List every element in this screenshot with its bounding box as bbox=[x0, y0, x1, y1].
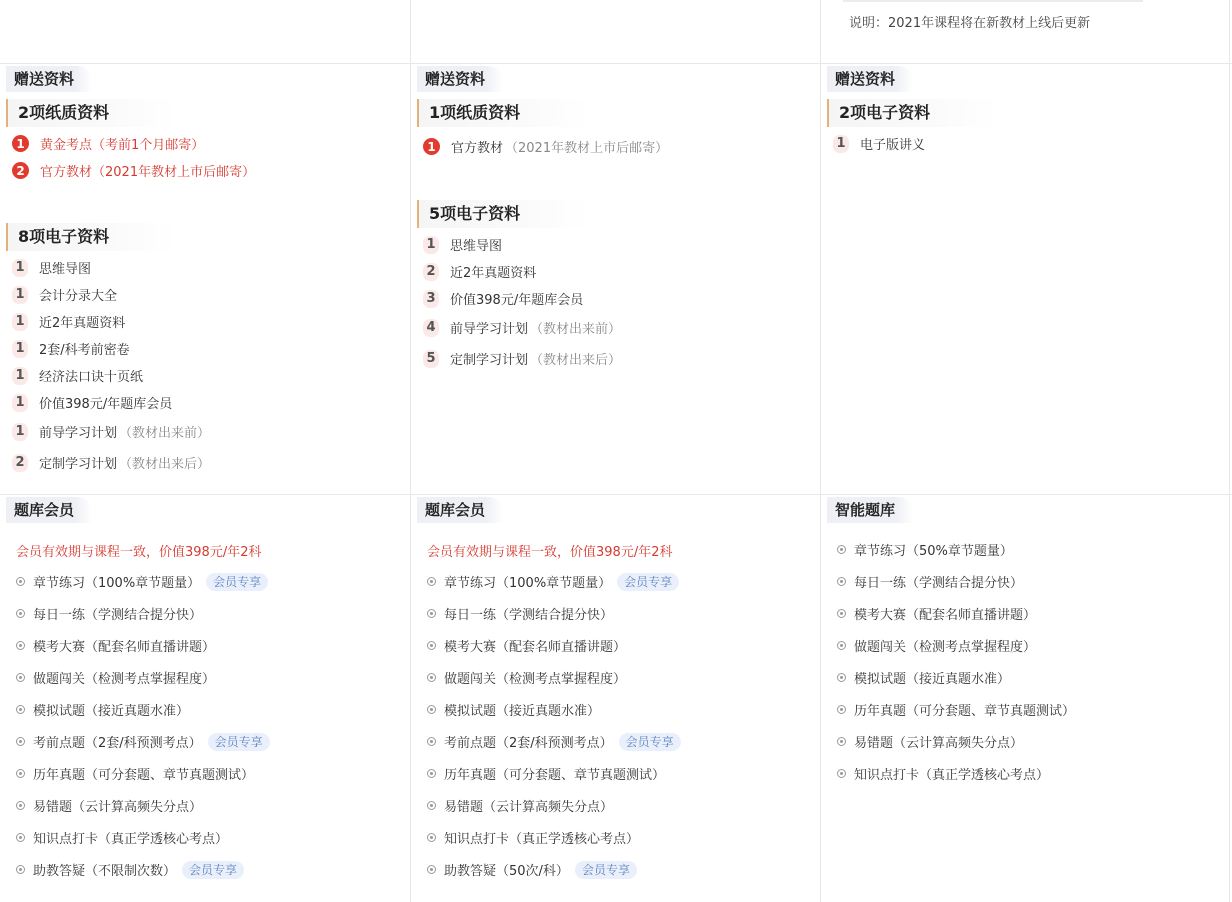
question-bank-title: 题库会员 bbox=[417, 497, 503, 523]
bullet-icon bbox=[837, 705, 846, 714]
bullet-icon bbox=[16, 577, 25, 586]
bank-feature-item bbox=[427, 796, 613, 815]
item-number-badge: 3 bbox=[423, 290, 439, 308]
item-number-badge: 1 bbox=[12, 286, 28, 304]
bank-feature-item bbox=[837, 636, 1036, 655]
bullet-icon bbox=[16, 769, 25, 778]
membership-desc: 会员有效期与课程一致，价值398元/年2科 bbox=[16, 545, 262, 560]
bank-feature-item bbox=[16, 604, 202, 623]
item-number-badge: 1 bbox=[833, 135, 849, 153]
bank-feature-item bbox=[837, 540, 1013, 559]
bullet-icon bbox=[16, 865, 25, 874]
e-materials-title: 5项电子资料 bbox=[417, 200, 587, 228]
member-exclusive-badge: 会员专享 bbox=[575, 861, 637, 879]
material-item bbox=[423, 137, 668, 156]
bank-feature-item bbox=[427, 764, 665, 783]
bullet-icon bbox=[16, 833, 25, 842]
feature-text: 模考大赛（配套名师直播讲题） bbox=[444, 640, 627, 655]
material-item bbox=[12, 258, 91, 277]
feature-text: 易错题（云计算高频失分点） bbox=[33, 800, 203, 815]
feature-text: 知识点打卡（真正学透核心考点） bbox=[854, 768, 1050, 783]
item-number-badge: 1 bbox=[423, 236, 439, 254]
item-text: 思维导图 bbox=[39, 262, 92, 277]
item-text: 定制学习计划 bbox=[39, 457, 118, 472]
e-materials-title: 8项电子资料 bbox=[6, 223, 176, 251]
gift-title: 赠送资料 bbox=[827, 66, 913, 92]
bullet-icon bbox=[16, 801, 25, 810]
smart-bank-col3 bbox=[821, 495, 1229, 902]
bullet-icon bbox=[837, 673, 846, 682]
item-text: 思维导图 bbox=[450, 239, 503, 254]
item-number-badge: 2 bbox=[423, 263, 439, 281]
item-text: 电子版讲义 bbox=[860, 138, 926, 153]
item-hint: （教材出来前） bbox=[530, 322, 622, 337]
bullet-icon bbox=[427, 865, 436, 874]
bank-feature-item bbox=[427, 860, 637, 879]
feature-text: 模拟试题（接近真题水准） bbox=[33, 704, 190, 719]
bullet-icon bbox=[837, 609, 846, 618]
question-bank-col2 bbox=[411, 495, 820, 902]
item-text: 价值398元/年题库会员 bbox=[39, 397, 173, 412]
item-number-badge: 1 bbox=[12, 423, 28, 441]
feature-text: 易错题（云计算高频失分点） bbox=[854, 736, 1024, 751]
feature-text: 章节练习（100%章节题量） bbox=[33, 576, 201, 591]
item-hint: （教材出来前） bbox=[119, 426, 211, 441]
bullet-icon bbox=[427, 769, 436, 778]
bank-feature-item bbox=[16, 636, 215, 655]
bank-feature-item bbox=[427, 732, 681, 751]
item-hint: （教材出来后） bbox=[530, 353, 622, 368]
bullet-icon bbox=[427, 641, 436, 650]
item-text: 2套/科考前密卷 bbox=[39, 343, 130, 358]
material-item bbox=[833, 134, 925, 153]
material-item bbox=[423, 289, 583, 308]
bank-feature-item bbox=[427, 668, 626, 687]
feature-text: 章节练习（50%章节题量） bbox=[854, 544, 1013, 559]
item-text: 前导学习计划 bbox=[39, 426, 118, 441]
material-item bbox=[12, 339, 130, 358]
item-text: 官方教材（2021年教材上市后邮寄） bbox=[40, 165, 256, 180]
item-text: 近2年真题资料 bbox=[450, 266, 537, 281]
item-hint: （2021年教材上市后邮寄） bbox=[505, 141, 669, 156]
feature-text: 做题闯关（检测考点掌握程度） bbox=[854, 640, 1037, 655]
material-item bbox=[12, 285, 117, 304]
feature-text: 章节练习（100%章节题量） bbox=[444, 576, 612, 591]
bank-feature-item bbox=[837, 700, 1075, 719]
bank-feature-item bbox=[16, 764, 254, 783]
bullet-icon bbox=[427, 705, 436, 714]
bullet-icon bbox=[427, 673, 436, 682]
feature-text: 助教答疑（不限制次数） bbox=[33, 864, 177, 879]
bullet-icon bbox=[16, 705, 25, 714]
bullet-icon bbox=[427, 577, 436, 586]
bank-feature-item bbox=[427, 572, 679, 591]
bank-feature-item bbox=[837, 604, 1036, 623]
member-exclusive-badge: 会员专享 bbox=[182, 861, 244, 879]
feature-text: 历年真题（可分套题、章节真题测试） bbox=[854, 704, 1076, 719]
bullet-icon bbox=[427, 609, 436, 618]
item-text: 经济法口诀十页纸 bbox=[39, 370, 144, 385]
material-item bbox=[12, 312, 125, 331]
bullet-icon bbox=[427, 833, 436, 842]
feature-text: 每日一练（学测结合提分快） bbox=[33, 608, 203, 623]
member-exclusive-badge: 会员专享 bbox=[206, 573, 268, 591]
bank-feature-item bbox=[427, 636, 626, 655]
bullet-icon bbox=[837, 577, 846, 586]
feature-text: 历年真题（可分套题、章节真题测试） bbox=[33, 768, 255, 783]
feature-text: 考前点题（2套/科预测考点） bbox=[33, 736, 202, 751]
item-text: 官方教材 bbox=[451, 141, 504, 156]
material-item bbox=[423, 262, 536, 281]
item-number-badge: 1 bbox=[423, 138, 440, 155]
feature-text: 模拟试题（接近真题水准） bbox=[444, 704, 601, 719]
paper-materials-title: 2项纸质资料 bbox=[6, 99, 176, 127]
item-text: 近2年真题资料 bbox=[39, 316, 126, 331]
gift-section-col2 bbox=[411, 64, 820, 494]
item-number-badge: 1 bbox=[12, 340, 28, 358]
bullet-icon bbox=[16, 641, 25, 650]
item-text: 会计分录大全 bbox=[39, 289, 118, 304]
bullet-icon bbox=[837, 737, 846, 746]
question-bank-col1 bbox=[0, 495, 410, 902]
bullet-icon bbox=[837, 769, 846, 778]
member-exclusive-badge: 会员专享 bbox=[619, 733, 681, 751]
material-item bbox=[423, 318, 621, 337]
gift-title: 赠送资料 bbox=[6, 66, 92, 92]
material-item bbox=[12, 161, 255, 180]
feature-text: 考前点题（2套/科预测考点） bbox=[444, 736, 613, 751]
item-number-badge: 5 bbox=[423, 350, 439, 368]
bullet-icon bbox=[427, 737, 436, 746]
feature-text: 模拟试题（接近真题水准） bbox=[854, 672, 1011, 687]
material-item bbox=[423, 235, 502, 254]
feature-text: 易错题（云计算高频失分点） bbox=[444, 800, 614, 815]
gift-section-col1 bbox=[0, 64, 410, 494]
item-text: 前导学习计划 bbox=[450, 322, 529, 337]
bank-feature-item bbox=[427, 604, 613, 623]
item-number-badge: 1 bbox=[12, 313, 28, 331]
bullet-icon bbox=[427, 801, 436, 810]
material-item bbox=[12, 422, 210, 441]
material-item bbox=[12, 366, 143, 385]
update-note: 说明：2021年课程将在新教材上线后更新 bbox=[849, 16, 1091, 31]
bullet-icon bbox=[837, 641, 846, 650]
feature-text: 助教答疑（50次/科） bbox=[444, 864, 569, 879]
item-text: 定制学习计划 bbox=[450, 353, 529, 368]
gift-section-col3 bbox=[821, 64, 1229, 494]
bank-feature-item bbox=[16, 796, 202, 815]
feature-text: 每日一练（学测结合提分快） bbox=[854, 576, 1024, 591]
feature-text: 做题闯关（检测考点掌握程度） bbox=[444, 672, 627, 687]
material-item bbox=[423, 349, 621, 368]
paper-materials-title: 1项纸质资料 bbox=[417, 99, 587, 127]
note-bar bbox=[843, 0, 1143, 2]
bank-feature-item bbox=[837, 668, 1010, 687]
item-number-badge: 2 bbox=[12, 162, 29, 179]
bank-feature-item bbox=[16, 572, 268, 591]
member-exclusive-badge: 会员专享 bbox=[208, 733, 270, 751]
item-text: 黄金考点（考前1个月邮寄） bbox=[40, 138, 205, 153]
bank-feature-item bbox=[837, 732, 1023, 751]
bank-feature-item bbox=[16, 668, 215, 687]
feature-text: 知识点打卡（真正学透核心考点） bbox=[444, 832, 640, 847]
bank-feature-item bbox=[16, 860, 244, 879]
smart-bank-title: 智能题库 bbox=[827, 497, 913, 523]
feature-text: 模考大赛（配套名师直播讲题） bbox=[33, 640, 216, 655]
membership-desc: 会员有效期与课程一致，价值398元/年2科 bbox=[427, 545, 673, 560]
feature-text: 历年真题（可分套题、章节真题测试） bbox=[444, 768, 666, 783]
bank-feature-item bbox=[16, 732, 270, 751]
bullet-icon bbox=[837, 545, 846, 554]
feature-text: 模考大赛（配套名师直播讲题） bbox=[854, 608, 1037, 623]
bank-feature-item bbox=[837, 764, 1049, 783]
item-number-badge: 1 bbox=[12, 367, 28, 385]
item-number-badge: 1 bbox=[12, 394, 28, 412]
feature-text: 做题闯关（检测考点掌握程度） bbox=[33, 672, 216, 687]
item-hint: （教材出来后） bbox=[119, 457, 211, 472]
bank-feature-item bbox=[427, 700, 600, 719]
item-number-badge: 2 bbox=[12, 454, 28, 472]
e-materials-title: 2项电子资料 bbox=[827, 99, 997, 127]
bank-feature-item bbox=[427, 828, 639, 847]
material-item bbox=[12, 453, 210, 472]
item-number-badge: 4 bbox=[423, 319, 439, 337]
column-divider bbox=[1229, 0, 1230, 902]
item-number-badge: 1 bbox=[12, 259, 28, 277]
feature-text: 每日一练（学测结合提分快） bbox=[444, 608, 614, 623]
feature-text: 知识点打卡（真正学透核心考点） bbox=[33, 832, 229, 847]
member-exclusive-badge: 会员专享 bbox=[617, 573, 679, 591]
gift-title: 赠送资料 bbox=[417, 66, 503, 92]
material-item bbox=[12, 134, 204, 153]
bank-feature-item bbox=[837, 572, 1023, 591]
bank-feature-item bbox=[16, 700, 189, 719]
bank-feature-item bbox=[16, 828, 228, 847]
item-text: 价值398元/年题库会员 bbox=[450, 293, 584, 308]
material-item bbox=[12, 393, 172, 412]
bullet-icon bbox=[16, 673, 25, 682]
item-number-badge: 1 bbox=[12, 135, 29, 152]
bullet-icon bbox=[16, 609, 25, 618]
question-bank-title: 题库会员 bbox=[6, 497, 92, 523]
bullet-icon bbox=[16, 737, 25, 746]
